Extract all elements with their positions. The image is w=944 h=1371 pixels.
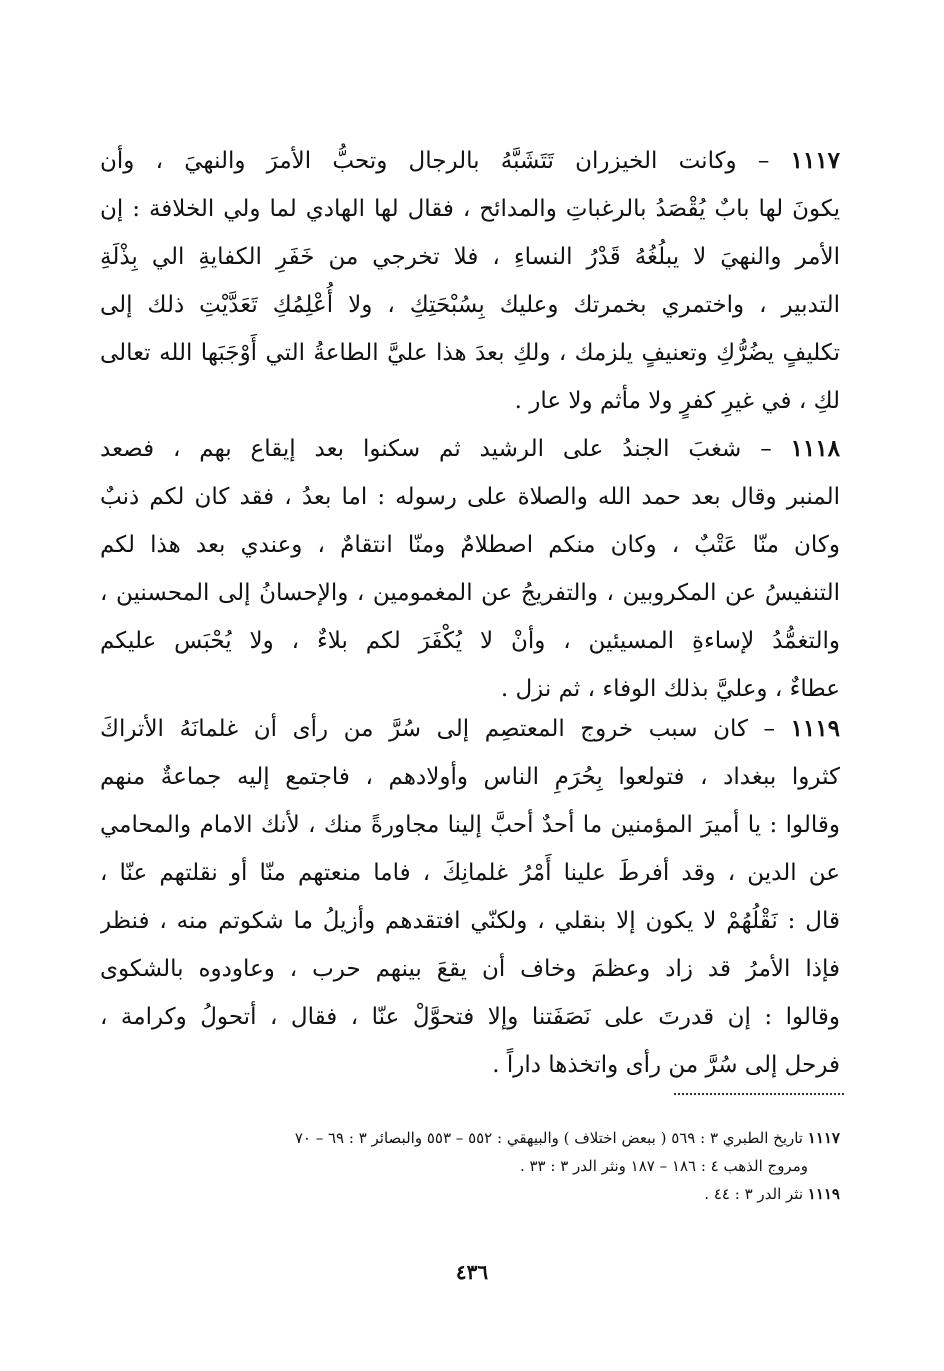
paragraph-line: كثروا ببغداد ، فتولعوا بِحُرَمِ الناس وأولادهم ، فاجتمع إليه جماعةٌ منهم — [100, 764, 840, 790]
footnote-number: ١١١٧ — [807, 1129, 840, 1147]
footnote-line: ومروج الذهب ٤ : ١٨٦ – ١٨٧ ونثر الدر ٣ : ٣٣ . — [519, 1157, 808, 1175]
paragraph-line: وكان منّا عَتْبٌ ، وكان منكم اصطلامٌ ومنّا انتقامٌ ، وعندي بعد هذا لكم — [100, 532, 840, 558]
page-number: ٤٣٦ — [455, 1260, 489, 1284]
paragraph-line: وقالوا : إن قدرتَ على نَصَفَتنا وإلا فتحوَّلْ عنّا ، فقال ، أتحولُ وكرامة ، — [100, 1004, 840, 1030]
paragraph-line: فرحل إلى سُرَّ من رأى واتخذها داراً . — [492, 1052, 840, 1078]
paragraph-1118 — [100, 425, 840, 713]
paragraph-line: التدبير ، واختمري بخمرتك وعليك بِسُبْحَتِكِ ، ولا أُعْلِمُكِ تَعَدَّيْتِ ذلك إلى — [100, 292, 840, 318]
footnote-number: ١١١٩ — [807, 1185, 840, 1203]
paragraph-1117 — [100, 137, 840, 425]
paragraph-1119 — [100, 705, 840, 1089]
paragraph-line: لكِ ، في غيرِ كفرٍ ولا مأثم ولا عار . — [514, 388, 840, 414]
paragraph-line: ١١١٧ – وكانت الخيزران تَتَشَبَّهُ بالرجال وتحبُّ الأمرَ والنهيَ ، وأن — [100, 147, 840, 174]
paragraph-number: ١١١٧ — [790, 147, 840, 174]
paragraph-line: والتغمُّدُ لإساءةِ المسيئين ، وأنْ لا يُكْفَرَ لكم بلاءٌ ، ولا يُحْبَس عليكم — [100, 628, 840, 654]
paragraph-line: التنفيسُ عن المكروبين ، والتفريجُ عن المغمومين ، والإحسانُ إلى المحسنين ، — [100, 580, 840, 606]
paragraph-line: وقالوا : يا أميرَ المؤمنين ما أحدٌ أحبَّ إلينا مجاورةً منك ، لأنك الامام والمحامي — [100, 812, 840, 838]
paragraph-line: عطاءٌ ، وعليَّ بذلك الوفاء ، ثم نزل . — [500, 676, 840, 702]
paragraph-line: عن الدين ، وقد أفرطَ علينا أَمْرُ غلمانِكَ ، فاما منعتهم منّا أو نقلتهم عنّا ، — [100, 860, 840, 886]
paragraph-line: يكونَ لها بابٌ يُقْصَدُ بالرغباتِ والمدائح ، فقال لها الهادي لما ولي الخلافة : إن — [100, 196, 840, 222]
paragraph-line: الأمر والنهيَ لا يبلُغُهُ قَدْرُ النساءِ ، فلا تخرجي من خَفَرِ الكفايةِ الي بِذْلَةِ — [100, 244, 840, 270]
paragraph-line: ١١١٨ – شغبَ الجندُ على الرشيد ثم سكنوا بعد إيقاع بهم ، فصعد — [100, 435, 840, 462]
footnotes — [100, 1124, 840, 1208]
footnote-separator — [674, 1093, 844, 1095]
footnote-line: ١١١٩ نثر الدر ٣ : ٤٤ . — [704, 1185, 840, 1203]
paragraph-line: قال : نَقْلُهُمْ لا يكون إلا بنقلي ، ولكنّي افتقدهم وأزيلُ ما شكوتم منه ، فنظر — [100, 908, 840, 934]
paragraph-line: فإذا الأمرُ قد زاد وعظمَ وخاف أن يقعَ بينهم حرب ، وعاودوه بالشكوى — [100, 956, 840, 982]
paragraph-line: ١١١٩ – كان سبب خروج المعتصِم إلى سُرَّ من رأى أن غلمانَهُ الأتراكَ — [100, 715, 840, 742]
footnote-line: ١١١٧ تاريخ الطبري ٣ : ٥٦٩ ( ببعض اختلاف ) والبيهقي : ٥٥٢ – ٥٥٣ والبصائر ٣ : ٦٩ – ٧٠ — [294, 1129, 840, 1147]
paragraph-line: المنبر وقال بعد حمد الله والصلاة على رسوله : اما بعدُ ، فقد كان لكم ذنبٌ — [100, 484, 840, 510]
paragraph-line: تكليفٍ يضُرُّكِ وتعنيفٍ يلزمك ، ولكِ بعدَ هذا عليَّ الطاعةُ التي أَوْجَبَها الله تعالى — [100, 340, 840, 366]
paragraph-number: ١١١٩ — [790, 715, 840, 742]
paragraph-number: ١١١٨ — [790, 435, 840, 462]
